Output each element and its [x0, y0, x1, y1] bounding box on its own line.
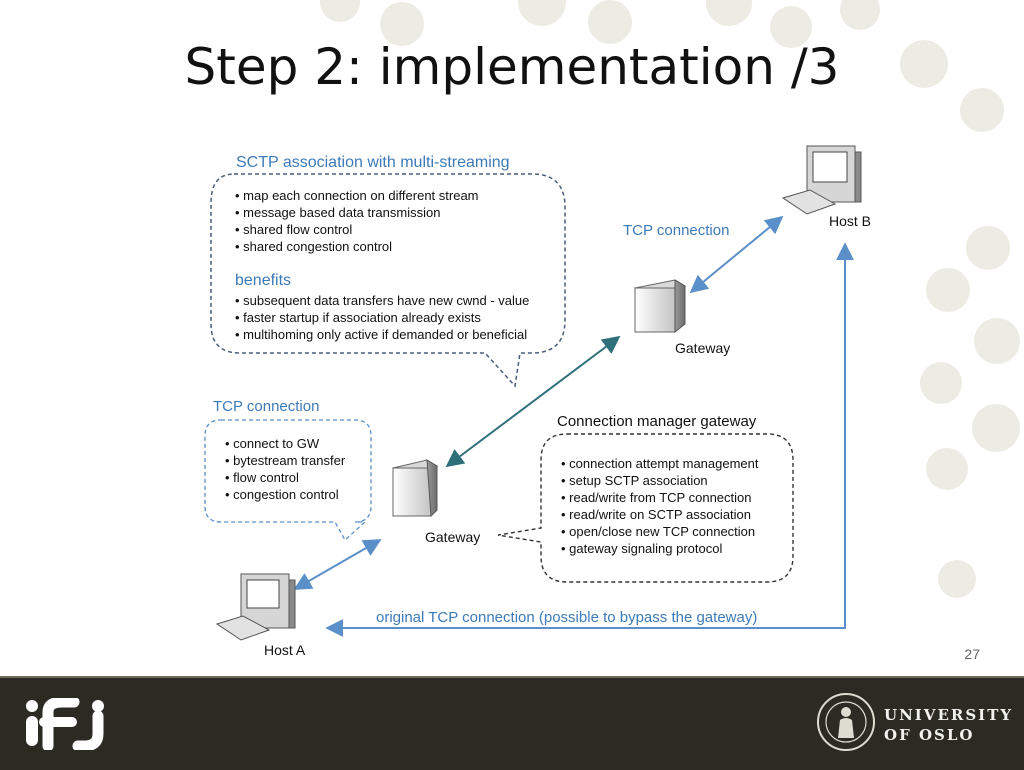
tcp-connection-callout [205, 398, 371, 540]
footer-bar [0, 676, 1024, 770]
cm-item: • setup SCTP association [561, 473, 708, 488]
decor-circle [972, 404, 1020, 452]
decor-circle [920, 362, 962, 404]
tcp-left-item: • congestion control [225, 487, 339, 502]
decor-circle [320, 0, 360, 22]
page-number: 27 [964, 646, 980, 662]
decor-circle [926, 448, 968, 490]
host-a-computer-icon [217, 574, 295, 640]
tcp-connection-label: TCP connection [623, 222, 730, 239]
tcp-left-heading: TCP connection [213, 398, 320, 415]
cm-item: • connection attempt management [561, 456, 759, 471]
host-a-label: Host A [264, 642, 306, 658]
cm-item: • read/write from TCP connection [561, 490, 752, 505]
sctp-heading: SCTP association with multi-streaming [236, 154, 510, 171]
gateway-top-label: Gateway [675, 340, 731, 356]
decor-circle [518, 0, 566, 26]
host-b-label: Host B [829, 213, 872, 229]
university-name-line2: OF OSLO [884, 726, 975, 744]
arrow-host-a-gateway [295, 540, 380, 589]
cm-item: • open/close new TCP connection [561, 524, 756, 539]
decor-circle [974, 318, 1020, 364]
connection-manager-callout [498, 413, 793, 582]
tcp-left-item: • connect to GW [225, 436, 320, 451]
diagram-panel [195, 128, 900, 668]
benefit-item: • multihoming only active if demanded or beneficial [235, 327, 528, 342]
original-tcp-label: original TCP connection (possible to bypass the gateway) [376, 609, 758, 626]
university-seal-icon [816, 690, 876, 759]
sctp-item: • shared flow control [235, 222, 353, 237]
tcp-left-item: • flow control [225, 470, 299, 485]
decor-circle [938, 560, 976, 598]
decor-circle [840, 0, 880, 30]
gateway-bottom-label: Gateway [425, 529, 481, 545]
cm-heading: Connection manager gateway [557, 413, 757, 430]
sctp-item: • map each connection on different stream [235, 188, 479, 203]
benefits-heading: benefits [235, 272, 292, 289]
host-b-computer-icon [783, 146, 861, 214]
decor-circle [966, 226, 1010, 270]
cm-item: • gateway signaling protocol [561, 541, 723, 556]
slide-title: Step 2: implementation /3 [184, 38, 840, 96]
cm-item: • read/write on SCTP association [561, 507, 752, 522]
benefit-item: • faster startup if association already exists [235, 310, 481, 325]
gateway-bottom-server-icon [393, 460, 437, 516]
sctp-item: • shared congestion control [235, 239, 393, 254]
decor-circle [926, 268, 970, 312]
ifi-logo [22, 698, 118, 755]
sctp-item: • message based data transmission [235, 205, 441, 220]
gateway-top-server-icon [635, 280, 685, 332]
decor-circle [706, 0, 752, 26]
sctp-association-callout [211, 154, 565, 386]
university-name-line1: UNIVERSITY [884, 706, 1014, 724]
tcp-left-item: • bytestream transfer [225, 453, 346, 468]
benefit-item: • subsequent data transfers have new cwnd - value [235, 293, 530, 308]
network-diagram [195, 128, 900, 668]
